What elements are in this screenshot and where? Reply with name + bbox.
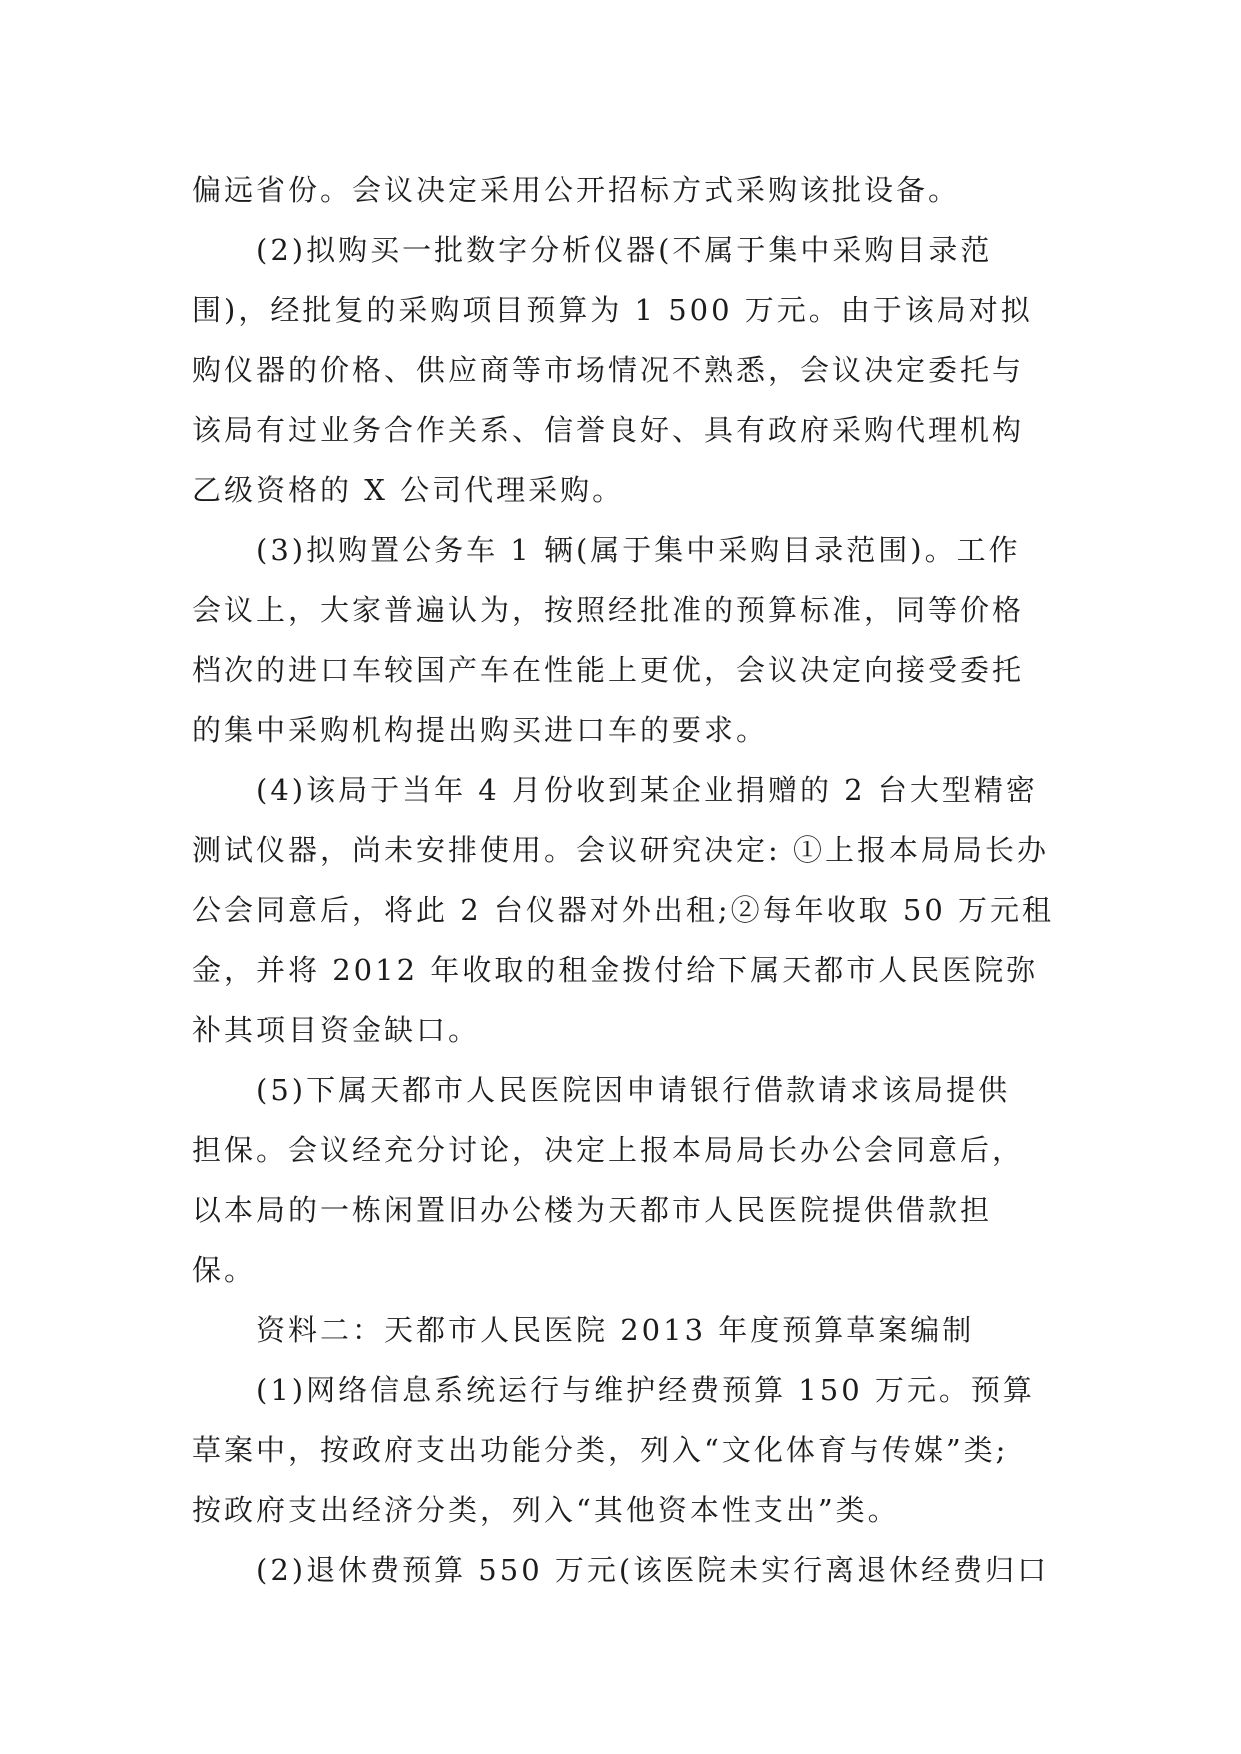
section-heading: 资料二：天都市人民医院 2013 年度预算草案编制 bbox=[256, 1313, 975, 1347]
text-line: 偏远省份。会议决定采用公开招标方式采购该批设备。 bbox=[192, 173, 961, 207]
text-line: 公会同意后，将此 2 台仪器对外出租;②每年收取 50 万元租 bbox=[192, 893, 1054, 927]
text-line: 档次的进口车较国产车在性能上更优，会议决定向接受委托 bbox=[192, 653, 1025, 687]
text-line: (2)退休费预算 550 万元(该医院未实行离退休经费归口 bbox=[256, 1553, 1050, 1587]
text-line: 乙级资格的 X 公司代理采购。 bbox=[192, 473, 625, 507]
text-line: 补其项目资金缺口。 bbox=[192, 1013, 481, 1047]
text-line: 该局有过业务合作关系、信誉良好、具有政府采购代理机构 bbox=[192, 413, 1025, 447]
text-line: 购仪器的价格、供应商等市场情况不熟悉，会议决定委托与 bbox=[192, 353, 1025, 387]
text-line: (2)拟购买一批数字分析仪器(不属于集中采购目录范 bbox=[256, 233, 993, 267]
text-line: 草案中，按政府支出功能分类，列入“文化体育与传媒”类; bbox=[192, 1433, 1009, 1467]
text-line: 以本局的一栋闲置旧办公楼为天都市人民医院提供借款担 bbox=[192, 1193, 993, 1227]
document-body bbox=[192, 160, 1062, 1600]
text-line: 测试仪器，尚未安排使用。会议研究决定: ①上报本局局长办 bbox=[192, 833, 1049, 867]
text-line: 按政府支出经济分类，列入“其他资本性支出”类。 bbox=[192, 1493, 900, 1527]
text-line: 担保。会议经充分讨论，决定上报本局局长办公会同意后， bbox=[192, 1133, 1025, 1167]
text-line: (3)拟购置公务车 1 辆(属于集中采购目录范围)。工作 bbox=[256, 533, 1021, 567]
text-line: (1)网络信息系统运行与维护经费预算 150 万元。预算 bbox=[256, 1373, 1035, 1407]
text-line: 保。 bbox=[192, 1253, 257, 1287]
text-line: 围)，经批复的采购项目预算为 1 500 万元。由于该局对拟 bbox=[192, 293, 1033, 327]
text-line: 金，并将 2012 年收取的租金拨付给下属天都市人民医院弥 bbox=[192, 953, 1039, 987]
text-line: 会议上，大家普遍认为，按照经批准的预算标准，同等价格 bbox=[192, 593, 1025, 627]
text-line: 的集中采购机构提出购买进口车的要求。 bbox=[192, 713, 769, 747]
text-line: (5)下属天都市人民医院因申请银行借款请求该局提供 bbox=[256, 1073, 1011, 1107]
text-line: (4)该局于当年 4 月份收到某企业捐赠的 2 台大型精密 bbox=[256, 773, 1038, 807]
